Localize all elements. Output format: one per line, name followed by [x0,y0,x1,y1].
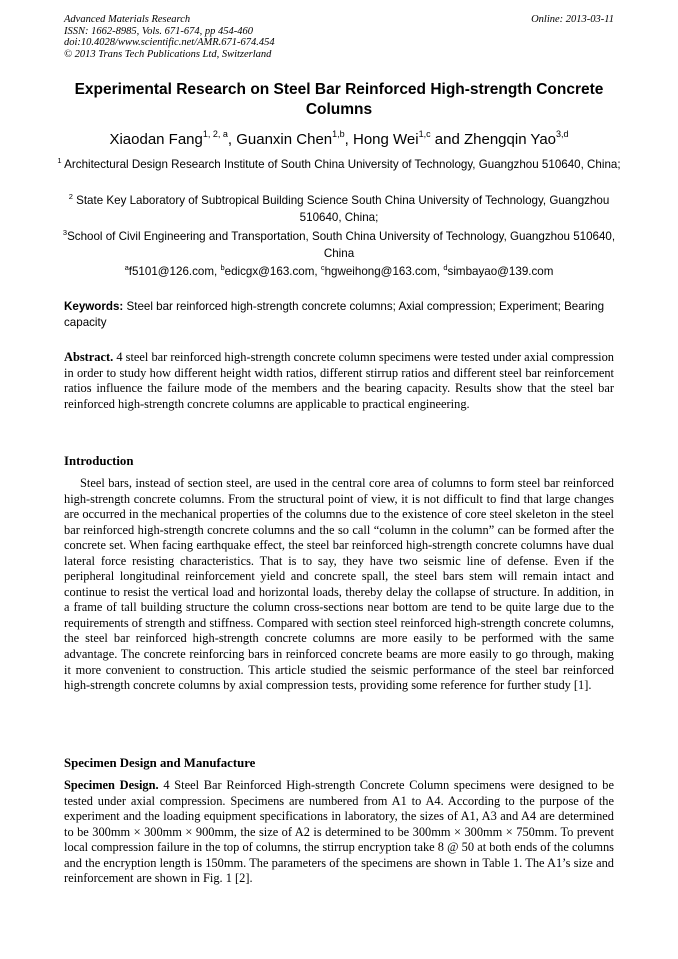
affiliation-text: School of Civil Engineering and Transportation, South China University of Technology, Guangzhou 510640, China [67,230,616,260]
author-name: Zhengqin Yao [463,131,557,148]
paper-title: Experimental Research on Steel Bar Reinforced High-strength Concrete Columns [74,81,604,118]
journal-header [64,14,614,60]
copyright-line: © 2013 Trans Tech Publications Ltd, Switzerland [64,48,272,60]
email-mark: b [220,263,225,272]
author-separator: , [227,131,237,148]
author-name: Hong Wei [353,131,419,148]
email-mark: d [443,263,448,272]
affiliation-text: Architectural Design Research Institute of South China University of Technology, Guangzhou 510640, China; [64,158,621,171]
author-separator: , [344,131,353,148]
author-list [40,130,638,150]
email-link[interactable]: hgweihong@163.com [324,265,437,278]
abstract-label: Abstract. [64,350,114,364]
email-mark: c [320,263,325,272]
section-heading-specimen: Specimen Design and Manufacture [64,756,256,770]
section-heading-introduction: Introduction [64,454,134,468]
author-affiliation-mark: 1,b [332,129,345,139]
specimen-paragraph [64,778,614,887]
author-separator: and [430,131,464,148]
abstract-text: 4 steel bar reinforced high-strength concrete column specimens were tested under axial compression in order to study how different height width ratios, different stirrup ratios and different steel bar reinforcement ratios influence the failure mode of the members and the bearing capacity. Results show that the steel bar reinforced high-strength concrete columns are applicable to practical engineering. [64,350,614,411]
doi-line: doi:10.4028/www.scientific.net/AMR.671-674.454 [64,37,275,48]
affiliation-1 [50,157,628,174]
email-separator: , [314,265,321,278]
affiliation-text: State Key Laboratory of Subtropical Building Science South China University of Technology, Guangzhou 510640, China; [76,194,610,224]
journal-name: Advanced Materials Research [64,14,191,25]
online-date: Online: 2013-03-11 [531,14,614,25]
introduction-paragraph: Steel bars, instead of section steel, are used in the central core area of columns to form steel bar reinforced high-strength concrete columns. From the structural point of view, it is not difficult to find that large changes are occurred in the mechanical properties of the columns due to the existence of core steel skeleton in the steel bar reinforced high-strength concrete columns and the so call “column in the column” can be formed after the concrete set. When facing earthquake effect, the steel bar reinforced high-strength concrete columns have dual lateral force resisting characteristics. That is to say, they have two seismic line of defense. Even if the peripheral longitudinal reinforcement yield and concrete spall, the steel bars stem will remain intact and continue to resist the vertical load and horizontal loads, thereby delay the collapse of structure. In addition, in a frame of tall building structure the column cross-sections near bottom are tend to be quite large due to the requirements of strength and stiffness. Compared with section steel reinforced high-strength concrete columns, the steel bar reinforced high-strength concrete columns are more easily to be performed with the same advantage. The concrete reinforcing bars in reinforced concrete beams are more easily to go through, making it more convenient to construction. This article studied the seismic performance of the steel bar reinforced high-strength concrete columns by axial compression tests, providing some reference for further study [1]. [64,476,614,693]
affiliation-number: 1 [57,156,62,165]
email-link[interactable]: edicgx@163.com [224,265,315,278]
affiliation-number: 2 [68,192,73,201]
author-affiliation-mark: 1, 2, a [202,129,228,139]
abstract [64,350,614,412]
keywords [64,299,614,331]
issn-line: ISSN: 1662-8985, Vols. 671-674, pp 454-460 [64,25,253,37]
specimen-design-text: 4 Steel Bar Reinforced High-strength Concrete Column specimens were designed to be tested under axial compression. Specimens are numbered from A1 to A4. According to the purpose of the experiment and the loading equipment specifications in laboratory, the sizes of A1, A3 and A4 are determined to be 300mm × 300mm × 900mm, the size of A2 is determined to be 300mm × 300mm × 750mm. To prevent local compression failure in the top of columns, the stirrup encryption take 8 @ 50 at both ends of the columns and the encryption length is 150mm. The parameters of the specimens are shown in Table 1. The A1’s size and reinforcement are shown in Fig. 1 [2]. [64,778,614,886]
email-mark: a [124,263,129,272]
affiliation-2 [50,193,628,226]
author-affiliation-mark: 1,c [418,129,431,139]
email-separator: , [436,265,444,278]
keywords-text: Steel bar reinforced high-strength concrete columns; Axial compression; Experiment; Bearing capacity [64,300,605,329]
email-link[interactable]: simbayao@139.com [447,265,554,278]
email-link[interactable]: f5101@126.com [128,265,215,278]
author-affiliation-mark: 3,d [556,129,569,139]
email-separator: , [214,265,221,278]
author-name: Guanxin Chen [236,131,333,148]
specimen-design-label: Specimen Design. [64,778,159,792]
email-list [50,264,628,280]
affiliation-number: 3 [62,228,68,237]
keywords-label: Keywords: [64,300,124,313]
author-name: Xiaodan Fang [109,131,203,148]
affiliation-3 [50,229,628,262]
